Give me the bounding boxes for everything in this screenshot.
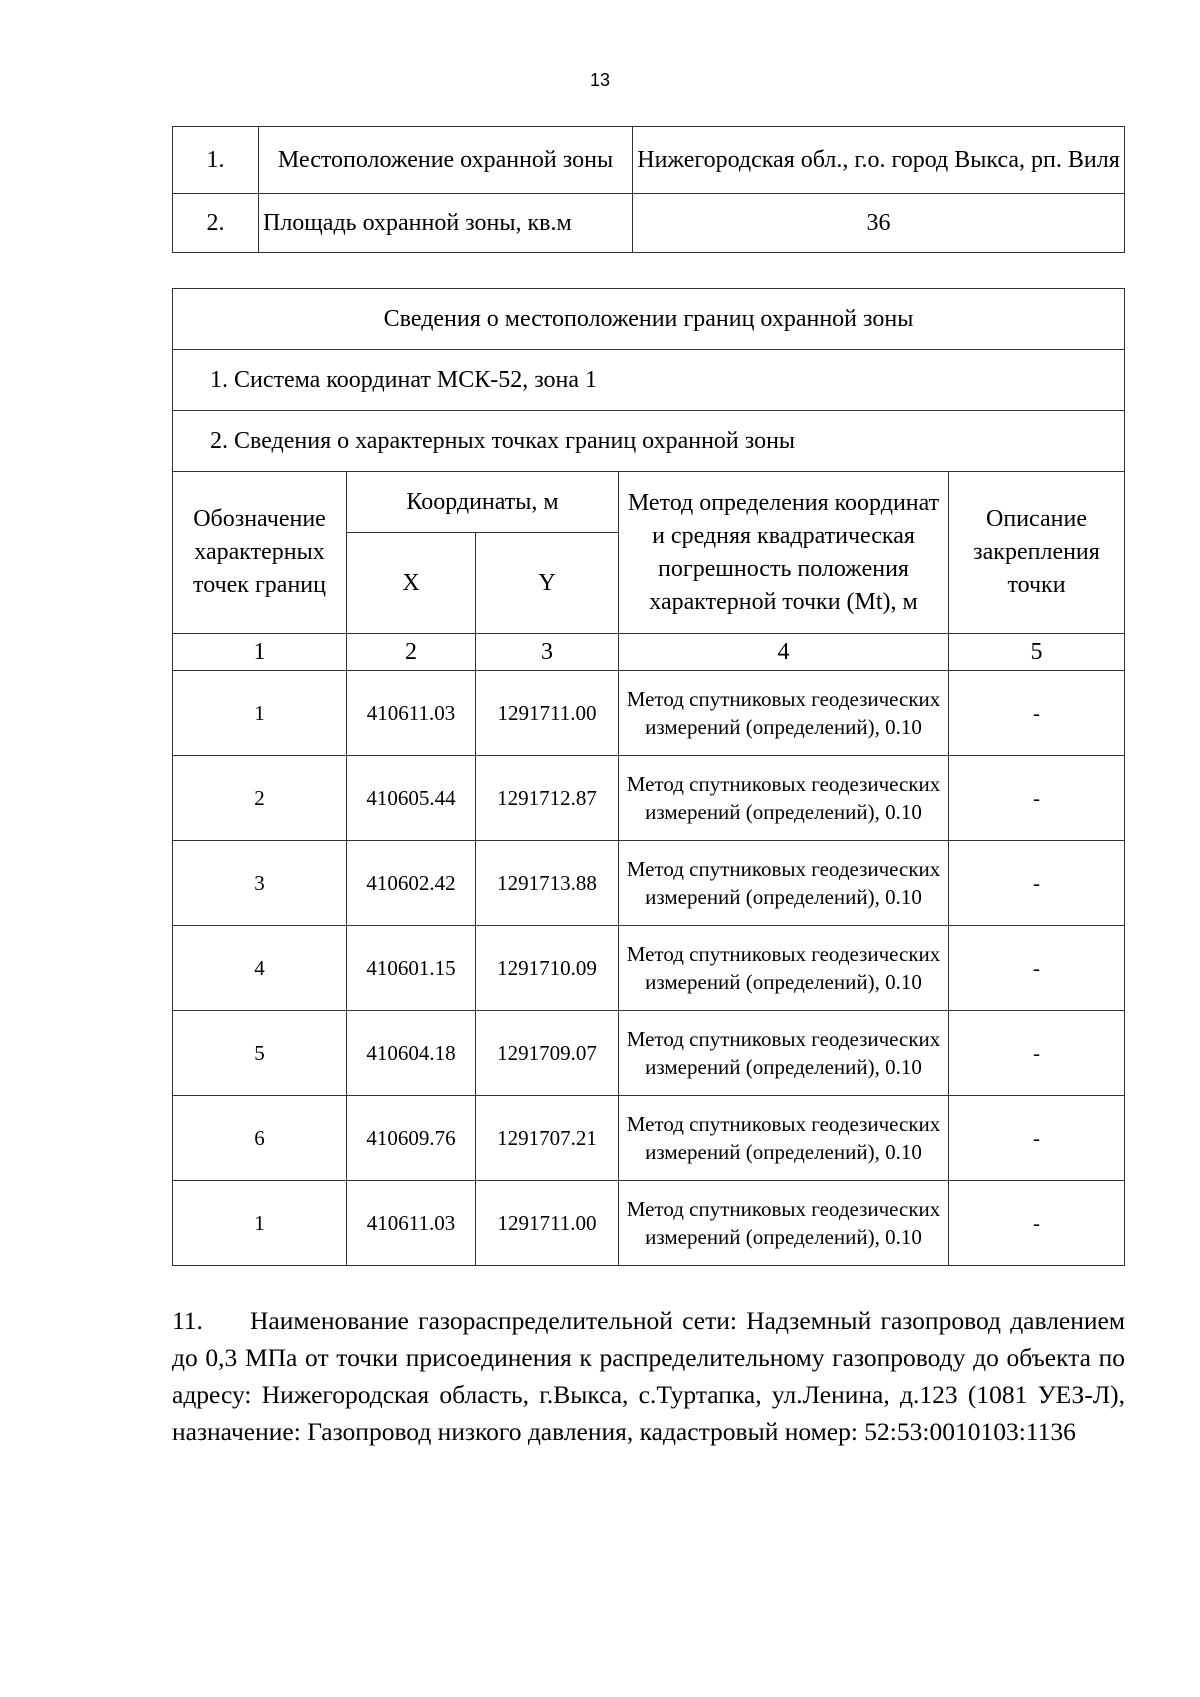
x-coordinate: 410602.42 bbox=[347, 841, 476, 926]
zone-info-table bbox=[172, 126, 1125, 253]
header-y: Y bbox=[476, 533, 619, 634]
header-x: X bbox=[347, 533, 476, 634]
table-row bbox=[173, 127, 1125, 194]
header-point: Обозначение характерных точек границ bbox=[173, 472, 347, 634]
y-coordinate: 1291709.07 bbox=[476, 1011, 619, 1096]
description-cell: - bbox=[949, 1096, 1125, 1181]
row-value: Нижегородская обл., г.о. город Выкса, рп. Виля bbox=[633, 127, 1125, 194]
column-number: 4 bbox=[619, 634, 949, 671]
method-cell: Метод спутниковых геодезических измерений (определений), 0.10 bbox=[619, 1096, 949, 1181]
x-coordinate: 410609.76 bbox=[347, 1096, 476, 1181]
description-cell: - bbox=[949, 1181, 1125, 1266]
point-id: 6 bbox=[173, 1096, 347, 1181]
row-label: Площадь охранной зоны, кв.м bbox=[259, 194, 633, 253]
row-number: 1. bbox=[173, 127, 259, 194]
header-coordinates: Координаты, м bbox=[347, 472, 619, 533]
table-row bbox=[173, 841, 1125, 926]
x-coordinate: 410604.18 bbox=[347, 1011, 476, 1096]
point-id: 4 bbox=[173, 926, 347, 1011]
description-cell: - bbox=[949, 756, 1125, 841]
points-section-title: 2. Сведения о характерных точках границ охранной зоны bbox=[173, 411, 1125, 472]
table-row bbox=[173, 1011, 1125, 1096]
column-number: 1 bbox=[173, 634, 347, 671]
description-cell: - bbox=[949, 671, 1125, 756]
x-coordinate: 410601.15 bbox=[347, 926, 476, 1011]
column-number: 2 bbox=[347, 634, 476, 671]
row-label: Местоположение охранной зоны bbox=[259, 127, 633, 194]
point-id: 5 bbox=[173, 1011, 347, 1096]
column-number: 5 bbox=[949, 634, 1125, 671]
y-coordinate: 1291711.00 bbox=[476, 1181, 619, 1266]
table-row bbox=[173, 671, 1125, 756]
page-number: 13 bbox=[589, 70, 611, 90]
column-number: 3 bbox=[476, 634, 619, 671]
y-coordinate: 1291707.21 bbox=[476, 1096, 619, 1181]
table-row bbox=[173, 194, 1125, 253]
y-coordinate: 1291711.00 bbox=[476, 671, 619, 756]
y-coordinate: 1291712.87 bbox=[476, 756, 619, 841]
table-row bbox=[173, 756, 1125, 841]
header-description: Описание закрепления точки bbox=[949, 472, 1125, 634]
row-number: 2. bbox=[173, 194, 259, 253]
method-cell: Метод спутниковых геодезических измерений (определений), 0.10 bbox=[619, 1011, 949, 1096]
method-cell: Метод спутниковых геодезических измерений (определений), 0.10 bbox=[619, 756, 949, 841]
header-method: Метод определения координат и средняя квадратическая погрешность положения характерной точки (Mt), м bbox=[619, 472, 949, 634]
method-cell: Метод спутниковых геодезических измерений (определений), 0.10 bbox=[619, 841, 949, 926]
point-id: 3 bbox=[173, 841, 347, 926]
description-cell: - bbox=[949, 841, 1125, 926]
point-id: 2 bbox=[173, 756, 347, 841]
y-coordinate: 1291713.88 bbox=[476, 841, 619, 926]
table-row bbox=[173, 1181, 1125, 1266]
network-description-paragraph bbox=[172, 1302, 1125, 1450]
method-cell: Метод спутниковых геодезических измерений (определений), 0.10 bbox=[619, 926, 949, 1011]
coordinate-system: 1. Система координат МСК-52, зона 1 bbox=[173, 350, 1125, 411]
row-value: 36 bbox=[633, 194, 1125, 253]
method-cell: Метод спутниковых геодезических измерений (определений), 0.10 bbox=[619, 1181, 949, 1266]
table-row bbox=[173, 1096, 1125, 1181]
table-row bbox=[173, 926, 1125, 1011]
paragraph-text: Наименование газораспределительной сети: Надземный газопровод давлением до 0,3 МПа от точки присоединения к распределительному газопроводу до объекта по адресу: Нижегородская область, г.Выкса, с.Туртапка, ул.Ленина, д.123 (1081 УЕЗ-Л), назначение: Газопровод низкого давления, кадастровый номер: 52:53:0010103:1136 bbox=[172, 1306, 1125, 1446]
y-coordinate: 1291710.09 bbox=[476, 926, 619, 1011]
boundary-points-table bbox=[172, 288, 1125, 1266]
x-coordinate: 410611.03 bbox=[347, 671, 476, 756]
column-numbers-row bbox=[173, 634, 1125, 671]
table-title: Сведения о местоположении границ охранной зоны bbox=[173, 289, 1125, 350]
description-cell: - bbox=[949, 1011, 1125, 1096]
x-coordinate: 410611.03 bbox=[347, 1181, 476, 1266]
point-id: 1 bbox=[173, 1181, 347, 1266]
point-id: 1 bbox=[173, 671, 347, 756]
method-cell: Метод спутниковых геодезических измерений (определений), 0.10 bbox=[619, 671, 949, 756]
paragraph-number: 11. bbox=[172, 1306, 203, 1335]
description-cell: - bbox=[949, 926, 1125, 1011]
x-coordinate: 410605.44 bbox=[347, 756, 476, 841]
